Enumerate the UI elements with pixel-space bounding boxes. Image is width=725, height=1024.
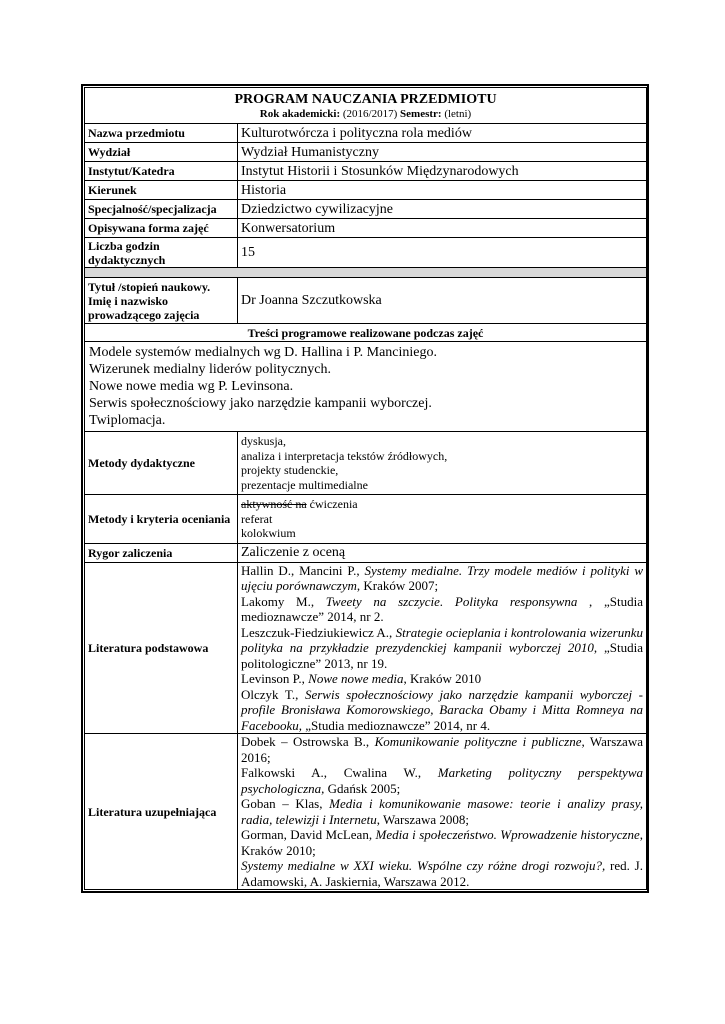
literature-basic-label: Literatura podstawowa: [85, 562, 238, 734]
assessment-item: referat: [241, 511, 273, 526]
subject-name-value: Kulturotwórcza i polityczna rola mediów: [238, 124, 647, 143]
program-table: [84, 87, 647, 890]
literature-entry: Levinson P., Nowe nowe media, Kraków 2010: [241, 671, 482, 686]
content-line: Modele systemów medialnych wg D. Hallina i P. Manciniego.: [89, 345, 437, 360]
form-label: Opisywana forma zajęć: [85, 219, 238, 238]
content-line: Nowe nowe media wg P. Levinsona.: [89, 379, 294, 394]
institute-value: Instytut Historii i Stosunków Międzynarodowych: [238, 162, 647, 181]
assessment-list: [238, 495, 647, 544]
content-list: [85, 342, 647, 432]
lecturer-label: Tytuł /stopień naukowy. Imię i nazwisko prowadzącego zajęcia: [85, 278, 238, 324]
assessment-item: kolokwium: [241, 526, 296, 540]
document-header: [85, 88, 647, 124]
direction-value: Historia: [238, 181, 647, 200]
literature-entry: Systemy medialne w XXI wieku. Wspólne czy różne drogi rozwoju?, red. J. Adamowski, A. Jaskiernia, Warszawa 2012.: [241, 858, 643, 889]
subject-name-label: Nazwa przedmiotu: [85, 124, 238, 143]
literature-entry: Olczyk T., Serwis społecznościowy jako narzędzie kampanii wyborczej - profile Bronisława Komorowskiego, Baracka Obamy i Mitta Romneya na Facebooku, „Studia medioznawcze” 2014, nr 4.: [241, 686, 643, 733]
course-program-document: [81, 84, 649, 893]
literature-basic-list: [238, 562, 647, 734]
method-item: dyskusja,: [241, 434, 286, 448]
method-item: projekty studenckie,: [241, 463, 339, 477]
rigor-value: Zaliczenie z oceną: [238, 543, 647, 562]
literature-entry: Hallin D., Mancini P., Systemy medialne. Trzy modele mediów i polityki w ujęciu porównawczym, Kraków 2007;: [241, 562, 643, 593]
struck-text: aktywność na: [241, 497, 307, 511]
separator-row: [85, 268, 647, 278]
methods-list: [238, 432, 647, 495]
literature-entry: Goban – Klas, Media i komunikowanie masowe: teorie i analizy prasy, radia, telewizji i Internetu, Warszawa 2008;: [241, 796, 643, 827]
direction-label: Kierunek: [85, 181, 238, 200]
hours-value: 15: [238, 238, 647, 268]
content-line: Serwis społecznościowy jako narzędzie kampanii wyborczej.: [89, 396, 432, 411]
literature-entry: Leszczuk-Fiedziukiewicz A., Strategie ocieplania i kontrolowania wizerunku polityka na przykładzie prezydenckiej kampanii wyborczej 2010, „Studia politologiczne” 2013, nr 19.: [241, 624, 643, 671]
method-item: prezentacje multimedialne: [241, 477, 368, 492]
assessment-label: Metody i kryteria oceniania: [85, 495, 238, 544]
literature-extra-list: [238, 734, 647, 890]
rigor-label: Rygor zaliczenia: [85, 543, 238, 562]
specialization-label: Specjalność/specjalizacja: [85, 200, 238, 219]
literature-entry: Dobek – Ostrowska B., Komunikowanie polityczne i publiczne, Warszawa 2016;: [241, 734, 643, 765]
faculty-value: Wydział Humanistyczny: [238, 143, 647, 162]
institute-label: Instytut/Katedra: [85, 162, 238, 181]
faculty-label: Wydział: [85, 143, 238, 162]
methods-label: Metody dydaktyczne: [85, 432, 238, 495]
document-title: PROGRAM NAUCZANIA PRZEDMIOTU: [234, 92, 497, 107]
hours-label: Liczba godzin dydaktycznych: [85, 238, 238, 268]
method-item: analiza i interpretacja tekstów źródłowych,: [241, 448, 448, 463]
literature-entry: Falkowski A., Cwalina W., Marketing polityczny perspektywa psychologiczna, Gdańsk 2005;: [241, 765, 643, 796]
assessment-item: aktywność na ćwiczenia: [241, 497, 358, 511]
academic-year-line: Rok akademicki: (2016/2017) Semestr: (letni): [259, 108, 472, 120]
specialization-value: Dziedzictwo cywilizacyjne: [238, 200, 647, 219]
literature-entry: Gorman, David McLean, Media i społeczeństwo. Wprowadzenie historyczne, Kraków 2010;: [241, 827, 643, 858]
content-line: Twiplomacja.: [89, 413, 166, 428]
content-heading: Treści programowe realizowane podczas zajęć: [85, 324, 647, 342]
content-line: Wizerunek medialny liderów politycznych.: [89, 362, 332, 377]
lecturer-value: Dr Joanna Szczutkowska: [238, 278, 647, 324]
literature-extra-label: Literatura uzupełniająca: [85, 734, 238, 890]
form-value: Konwersatorium: [238, 219, 647, 238]
literature-entry: Lakomy M., Tweety na szczycie. Polityka responsywna , „Studia medioznawcze” 2014, nr 2.: [241, 593, 643, 624]
